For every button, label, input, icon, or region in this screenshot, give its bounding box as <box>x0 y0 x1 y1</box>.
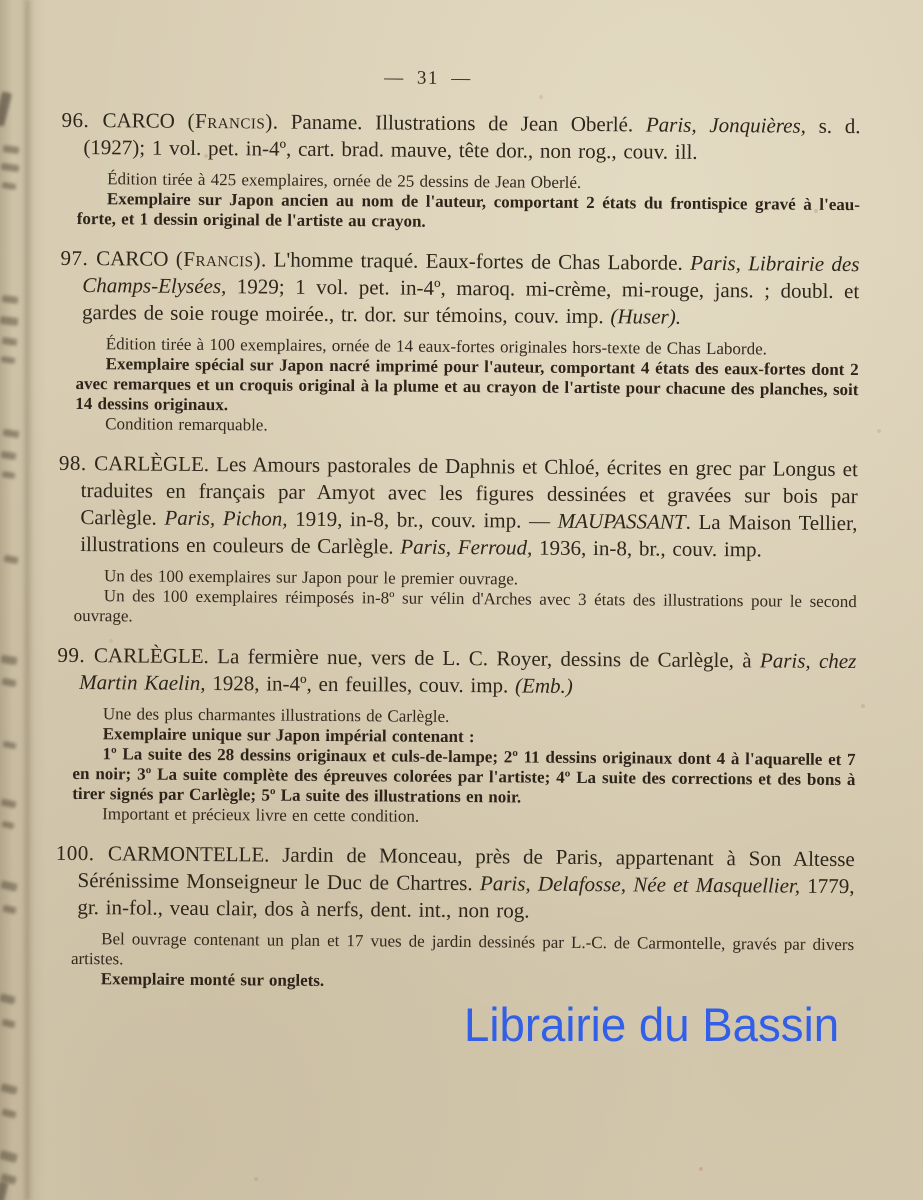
entry-heading <box>61 107 860 167</box>
entry-note: Condition remarquable. <box>105 414 268 435</box>
entry-number: 100. <box>55 840 108 866</box>
entry-text-segment: Paris, chez Martin Kaelin, <box>79 648 857 696</box>
entry-heading <box>58 450 858 564</box>
catalog-entry-98 <box>58 450 858 632</box>
entry-number: 96. <box>61 107 103 133</box>
entry-text-segment: (Huser). <box>610 304 682 329</box>
entry-note: Édition tirée à 100 exemplaires, ornée de 14 eaux-fortes originales hors-texte de Chas Laborde. <box>105 334 768 359</box>
entry-note: Exemplaire sur Japon ancien au nom de l'auteur, comportant 2 états du frontispice gravé à l'eau-forte, et 1 dessin original de l'artiste au crayon. <box>76 189 861 231</box>
entry-text-segment: MAUPASSANT <box>557 508 686 534</box>
entry-text-segment: (Francis) <box>175 246 262 272</box>
entry-text-segment: Paris, Librairie des Champs-Elysées, <box>82 250 860 299</box>
entry-notes <box>77 169 860 235</box>
entry-note: Exemplaire monté sur onglets. <box>100 969 325 990</box>
entry-text-segment: 1936, in-8, br., couv. imp. <box>532 535 762 562</box>
page-number: — 31 — <box>384 67 472 90</box>
catalog-entry-96 <box>61 107 861 235</box>
entry-text-segment: . La Maison Tellier, illustrations en couleurs de Carlègle. <box>80 509 858 559</box>
entry-number: 99. <box>57 642 95 668</box>
entry-heading <box>55 840 855 927</box>
entry-text-segment: 1928, in-4º, en feuilles, couv. imp. <box>205 671 516 698</box>
entry-text-segment: Paris, Jonquières, <box>645 112 807 138</box>
entry-text-segment: CARMONTELLE. Jardin de Monceau, près de Paris, appartenant à Son Altesse Sérénissime Monseigneur le Duc de Chartres. <box>77 841 855 896</box>
entry-text-segment: CARLÈGLE. La fermière nue, vers de L. C. Royer, dessins de Carlègle, à <box>93 643 761 673</box>
bookseller-watermark: Librairie du Bassin <box>464 998 840 1051</box>
entry-heading <box>57 642 856 702</box>
entry-note: Exemplaire spécial sur Japon nacré imprimé pour l'auteur, comportant 4 états des eaux-fortes dont 2 avec remarques et un croquis original à la plume et au crayon de l'artiste pour chacune des planches, soit 14 dessins originaux. <box>75 354 859 415</box>
entry-note: Important et précieux livre en cette condition. <box>102 804 420 826</box>
entry-text-segment: 1779, gr. in-fol., veau clair, dos à nerfs, dent. int., non rog. <box>77 873 855 923</box>
entry-heading <box>60 245 860 332</box>
entry-notes <box>72 704 856 830</box>
entry-note: Un des 100 exemplaires réimposés in-8º sur vélin d'Arches avec 3 états des illustrations pour le second ouvrage. <box>73 586 857 626</box>
entry-list <box>55 107 861 995</box>
entry-note: Bel ouvrage contenant un plan et 17 vues de jardin dessinés par L.-C. de Carmontelle, gravés par divers artistes. <box>70 929 855 969</box>
entry-text-segment: 1929; 1 vol. pet. in-4º, maroq. mi-crème, mi-rouge, jans. ; doubl. et gardes de soie rouge moirée., tr. dor. sur témoins, couv. imp. <box>81 274 860 329</box>
entry-text-segment: CARCO <box>96 246 176 271</box>
catalog-entry-99 <box>56 642 856 830</box>
entry-note: Exemplaire unique sur Japon impérial contenant : <box>102 724 475 747</box>
entry-text-segment: Paris, Pichon, <box>164 505 288 531</box>
entry-number: 98. <box>58 450 95 476</box>
entry-text-segment: Paris, Delafosse, Née et Masquellier, <box>479 871 801 898</box>
entry-text-segment: Paris, Ferroud, <box>400 534 533 560</box>
catalog-entry-100 <box>55 840 855 995</box>
entry-note: 1º La suite des 28 dessins originaux et culs-de-lampe; 2º 11 dessins originaux dont 4 à l'aquarelle et 7 en noir; 3º La suite complète des épreuves colorées par l'artiste; 4º La suite des corrections et des bons à tirer signés par Carlègle; 5º La suite des illustrations en noir. <box>72 744 856 807</box>
entry-text-segment: 1919, in-8, br., couv. imp. — <box>287 506 558 533</box>
catalog-entry-97 <box>59 245 859 440</box>
entry-text-segment: s. d. (1927); 1 vol. pet. in-4º, cart. brad. mauve, tête dor., non rog., couv. ill. <box>83 113 861 164</box>
entry-text-segment: . L'homme traqué. Eaux-fortes de Chas Laborde. <box>260 247 691 275</box>
entry-note: Édition tirée à 425 exemplaires, ornée de 25 dessins de Jean Oberlé. <box>107 169 582 192</box>
entry-note: Une des plus charmantes illustrations de Carlègle. <box>102 704 450 726</box>
entry-notes <box>75 334 859 440</box>
entry-text-segment: . Paname. Illustrations de Jean Oberlé. <box>272 109 646 137</box>
paper-specks <box>0 0 2 2</box>
entry-text-segment: (Emb.) <box>515 673 573 698</box>
entry-text-segment: (Francis) <box>187 108 273 134</box>
page-text-block <box>55 65 861 1011</box>
entry-notes <box>74 566 857 632</box>
entry-number: 97. <box>60 245 97 271</box>
entry-text-segment: CARCO <box>102 108 188 133</box>
entry-note: Un des 100 exemplaires sur Japon pour le premier ouvrage. <box>103 566 519 589</box>
page-edge-crease <box>22 0 34 1200</box>
entry-text-segment: CARLÈGLE. Les Amours pastorales de Daphnis et Chloé, écrites en grec par Longus et traduites en français par Amyot avec les figures dessinées et gravées sur bois par Carlègle. <box>80 451 858 530</box>
entry-notes <box>71 929 854 995</box>
